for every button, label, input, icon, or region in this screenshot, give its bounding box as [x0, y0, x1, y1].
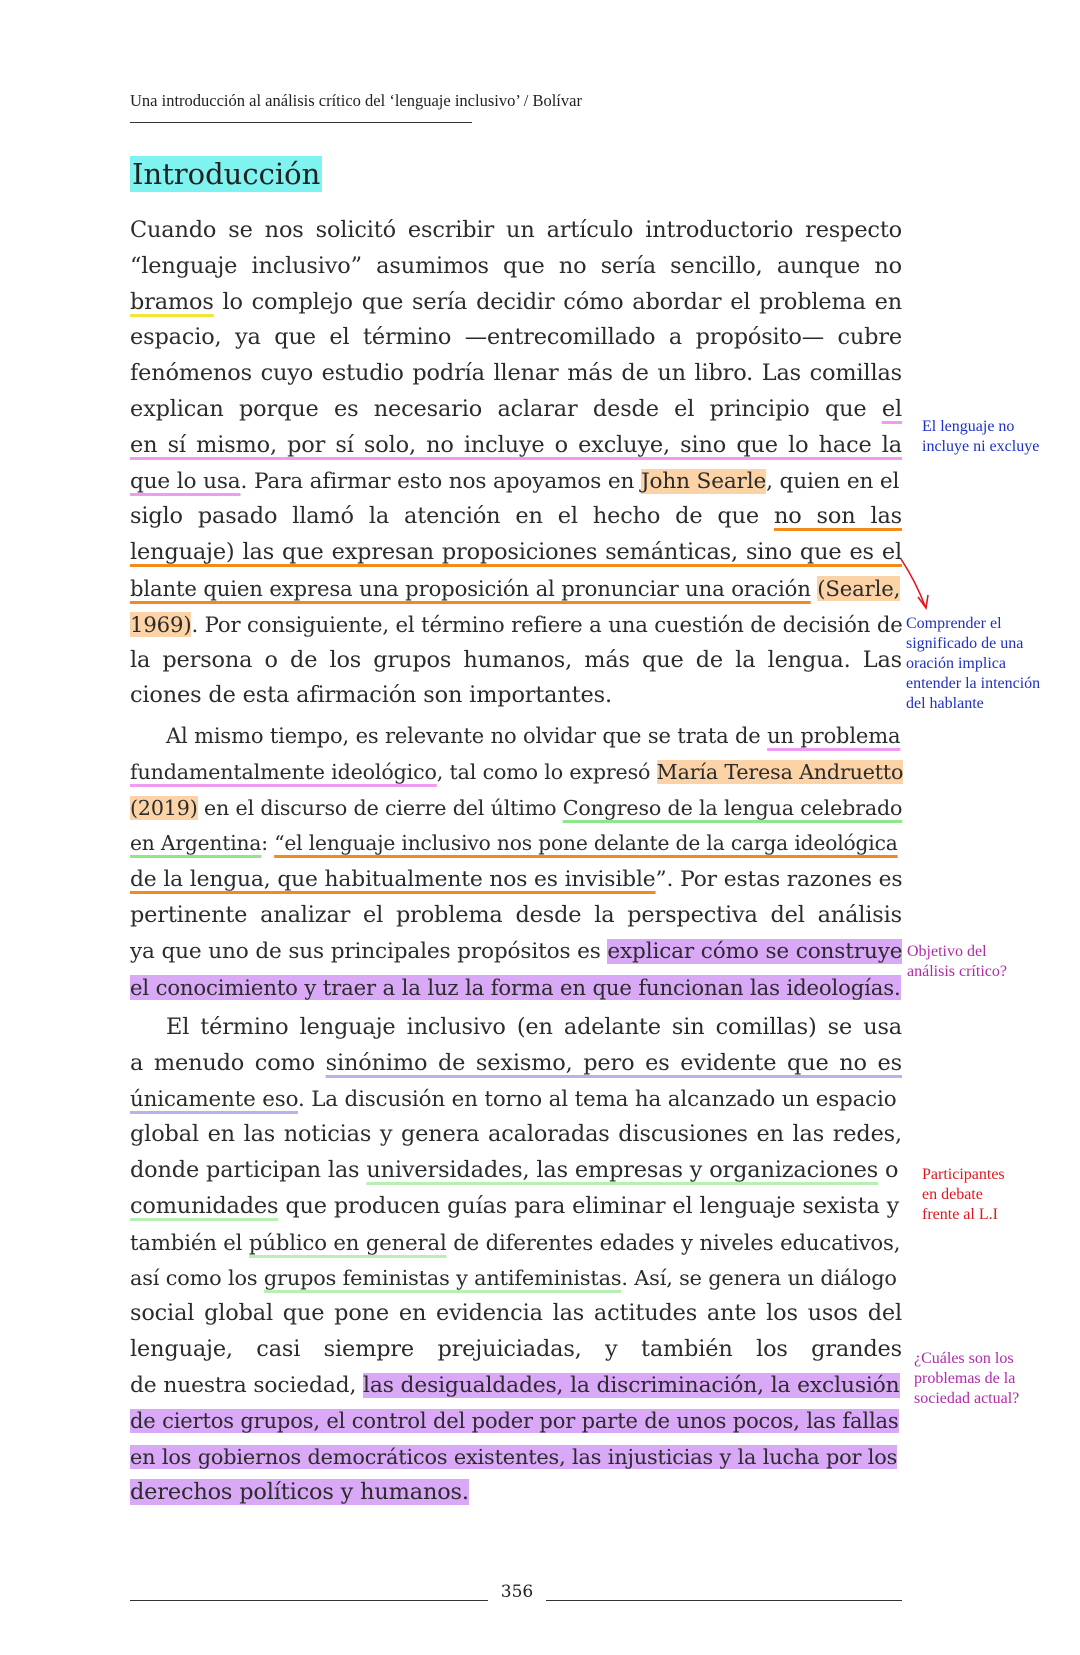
- underline-orange: blante quien expresa una proposición al pronunciar una oración: [130, 575, 811, 601]
- note-line: Objetivo del: [907, 943, 987, 960]
- text-line: [130, 678, 902, 714]
- text-line: [130, 1153, 902, 1189]
- underline-orange: lenguaje) las que expresan proposiciones semánticas, sino que es el: [130, 539, 902, 566]
- text-run: donde participan las: [130, 1157, 367, 1184]
- text-run: Al mismo tiempo, es relevante no olvidar que se trata de: [166, 724, 768, 748]
- text-line: [130, 1117, 902, 1153]
- underline-orange: de la lengua, que habitualmente nos es invisible: [130, 867, 656, 893]
- text-run: ”. Por estas razones es: [655, 867, 903, 893]
- section-title: Introducción: [132, 157, 321, 191]
- text-run: también el: [130, 1229, 249, 1255]
- text-run: social global que pone en evidencia las actitudes ante los usos del: [130, 1300, 902, 1327]
- text-run: siglo pasado llamó la atención en el hecho de que: [130, 503, 774, 530]
- text-run: explican porque es necesario aclarar desde el principio que: [130, 395, 882, 422]
- text-run: El término lenguaje inclusivo (en adelante sin comillas) se usa: [166, 1014, 902, 1040]
- text-run: , tal como lo expresó: [436, 759, 657, 784]
- text-run: así como los: [130, 1265, 264, 1290]
- text-line: [130, 755, 902, 791]
- paragraph-1: [130, 213, 902, 714]
- highlight-purple: explicar cómo se construye: [607, 938, 903, 964]
- text-line: [130, 571, 902, 607]
- text-line: [130, 213, 902, 249]
- text-line: [130, 1332, 902, 1368]
- text-line: [130, 320, 902, 356]
- underline-orange: “el lenguaje inclusivo nos pone delante de la carga ideológica: [274, 831, 898, 856]
- text-run: . Por consiguiente, el término refiere a una cuestión de decisión de: [191, 611, 903, 637]
- text-run: , quien en el: [766, 468, 900, 494]
- text-line: [130, 1189, 902, 1225]
- footer-rule-right: [546, 1600, 902, 1601]
- underline-pink: fundamentalmente ideológico: [130, 759, 437, 784]
- underline-green: en Argentina: [130, 831, 262, 856]
- header-rule: [130, 122, 472, 123]
- note-line: problemas de la: [914, 1370, 1016, 1387]
- highlight-peach: (2019): [130, 795, 198, 820]
- highlight-peach: (Searle,: [817, 575, 901, 601]
- text-line: [130, 826, 902, 862]
- highlight-peach: John Searle: [640, 468, 767, 494]
- underline-lavender: sinónimo de sexismo, pero es evidente que no es: [325, 1049, 902, 1076]
- text-line: [130, 607, 902, 643]
- text-run: ciones de esta afirmación son importantes.: [130, 682, 612, 709]
- margin-note-problemas: [914, 1349, 1019, 1409]
- underline-green: universidades, las empresas y organizaciones: [366, 1157, 879, 1184]
- text-line: [130, 1082, 902, 1118]
- margin-arrow: [898, 556, 932, 612]
- note-line: en debate: [922, 1186, 983, 1203]
- underline-green: público en general: [248, 1229, 447, 1255]
- underline-green: grupos feministas y antifeministas: [263, 1265, 622, 1290]
- text-run: de nuestra sociedad,: [130, 1372, 364, 1398]
- underline-pink: que lo usa: [130, 468, 241, 494]
- underline-orange: no son las: [773, 503, 902, 530]
- page-number: 356: [500, 1582, 534, 1602]
- text-run: espacio, ya que el término —entrecomillado a propósito— cubre: [130, 324, 902, 351]
- text-run: o: [878, 1157, 899, 1184]
- underline-pink: en sí mismo, por sí solo, no incluye o excluye, sino que lo hace la: [130, 431, 902, 458]
- text-line: [130, 249, 902, 285]
- text-run: fenómenos cuyo estudio podría llenar más de un libro. Las comillas: [130, 360, 902, 387]
- text-line: [130, 428, 902, 464]
- underline-pink: un problema: [767, 724, 901, 748]
- text-line: [130, 791, 902, 827]
- text-run: la persona o de los grupos humanos, más que de la lengua. Las: [130, 646, 902, 673]
- text-line: [130, 356, 902, 392]
- note-line: análisis crítico?: [907, 963, 1007, 980]
- note-line: ¿Cuáles son los: [914, 1350, 1014, 1367]
- text-run: global en las noticias y genera acaloradas discusiones en las redes,: [130, 1121, 902, 1148]
- note-line: Comprender el: [906, 615, 1002, 632]
- highlight-peach: María Teresa Andruetto: [656, 759, 904, 784]
- text-line: [130, 934, 902, 970]
- text-run: “lenguaje inclusivo” asumimos que no sería sencillo, aunque no: [130, 252, 902, 279]
- note-line: del hablante: [906, 695, 984, 712]
- underline-lavender: únicamente eso: [130, 1086, 298, 1112]
- text-run: lenguaje, casi siempre prejuiciadas, y también los grandes: [130, 1336, 902, 1363]
- highlight-purple: derechos políticos y humanos.: [130, 1479, 469, 1506]
- text-run: que producen guías para eliminar el lenguaje sexista y: [278, 1192, 900, 1219]
- highlight-purple: el conocimiento y traer a la luz la forma en que funcionan las ideologías.: [130, 974, 901, 1000]
- text-line: [130, 862, 902, 898]
- margin-note-objetivo: [907, 942, 1007, 982]
- highlight-purple: las desigualdades, la discriminación, la exclusión: [363, 1372, 900, 1398]
- note-line: Participantes: [922, 1166, 1005, 1183]
- text-line: [130, 1440, 902, 1476]
- text-line: [130, 392, 902, 428]
- text-run: ya que uno de sus principales propósitos es: [130, 938, 608, 964]
- underline-green: Congreso de la lengua celebrado: [562, 795, 903, 820]
- text-line: [130, 719, 902, 755]
- note-line: oración implica: [906, 655, 1006, 672]
- paragraph-3: [130, 1010, 902, 1511]
- text-line: [130, 1296, 902, 1332]
- text-run: pertinente analizar el problema desde la perspectiva del análisis: [130, 901, 902, 928]
- paragraph-2: [130, 719, 902, 1005]
- note-line: frente al L.I: [922, 1206, 998, 1223]
- note-line: sociedad actual?: [914, 1390, 1020, 1407]
- highlight-peach: 1969): [130, 611, 192, 637]
- highlight-purple: de ciertos grupos, el control del poder por parte de unos pocos, las fallas: [130, 1408, 899, 1433]
- text-line: [130, 898, 902, 934]
- highlight-purple: en los gobiernos democráticos existentes, las injusticias y la lucha por los: [130, 1444, 898, 1469]
- text-line: [130, 1225, 902, 1261]
- text-line: [130, 1046, 902, 1082]
- text-run: de diferentes edades y niveles educativos,: [446, 1229, 901, 1255]
- footer-rule-left: [130, 1600, 488, 1601]
- underline-green: comunidades: [130, 1192, 279, 1219]
- text-line: [130, 1261, 902, 1297]
- text-line: [130, 1475, 902, 1511]
- text-line: [130, 499, 902, 535]
- text-line: [130, 1404, 902, 1440]
- text-run: . La discusión en torno al tema ha alcanzado un espacio: [297, 1086, 897, 1112]
- note-line: entender la intención: [906, 675, 1041, 692]
- margin-note-participantes: [922, 1165, 1005, 1225]
- note-line: incluye ni excluye: [922, 438, 1040, 455]
- underline-yellow: bramos: [130, 288, 214, 315]
- text-run: lo complejo que sería decidir cómo abordar el problema en: [222, 288, 902, 315]
- text-run: en el discurso de cierre del último: [197, 795, 563, 820]
- margin-note-searle: [906, 614, 1040, 714]
- note-line: significado de una: [906, 635, 1024, 652]
- text-line: [130, 464, 902, 500]
- text-line: [130, 1368, 902, 1404]
- text-line: [130, 535, 902, 571]
- text-line: [130, 970, 902, 1006]
- margin-note-lenguaje: [922, 417, 1039, 457]
- text-line: [130, 285, 902, 321]
- text-run: . Para afirmar esto nos apoyamos en: [240, 468, 641, 494]
- text-run: . Así, se genera un diálogo: [621, 1265, 897, 1290]
- note-line: El lenguaje no: [922, 418, 1015, 435]
- running-header: Una introducción al análisis crítico del ‘lenguaje inclusivo’ / Bolívar: [130, 91, 582, 110]
- text-line: [130, 643, 902, 679]
- underline-pink: el: [881, 395, 902, 422]
- text-run: a menudo como: [130, 1049, 326, 1076]
- text-run: Cuando se nos solicitó escribir un artículo introductorio respecto: [130, 217, 902, 243]
- text-line: [130, 1010, 902, 1046]
- text-run: :: [261, 831, 275, 856]
